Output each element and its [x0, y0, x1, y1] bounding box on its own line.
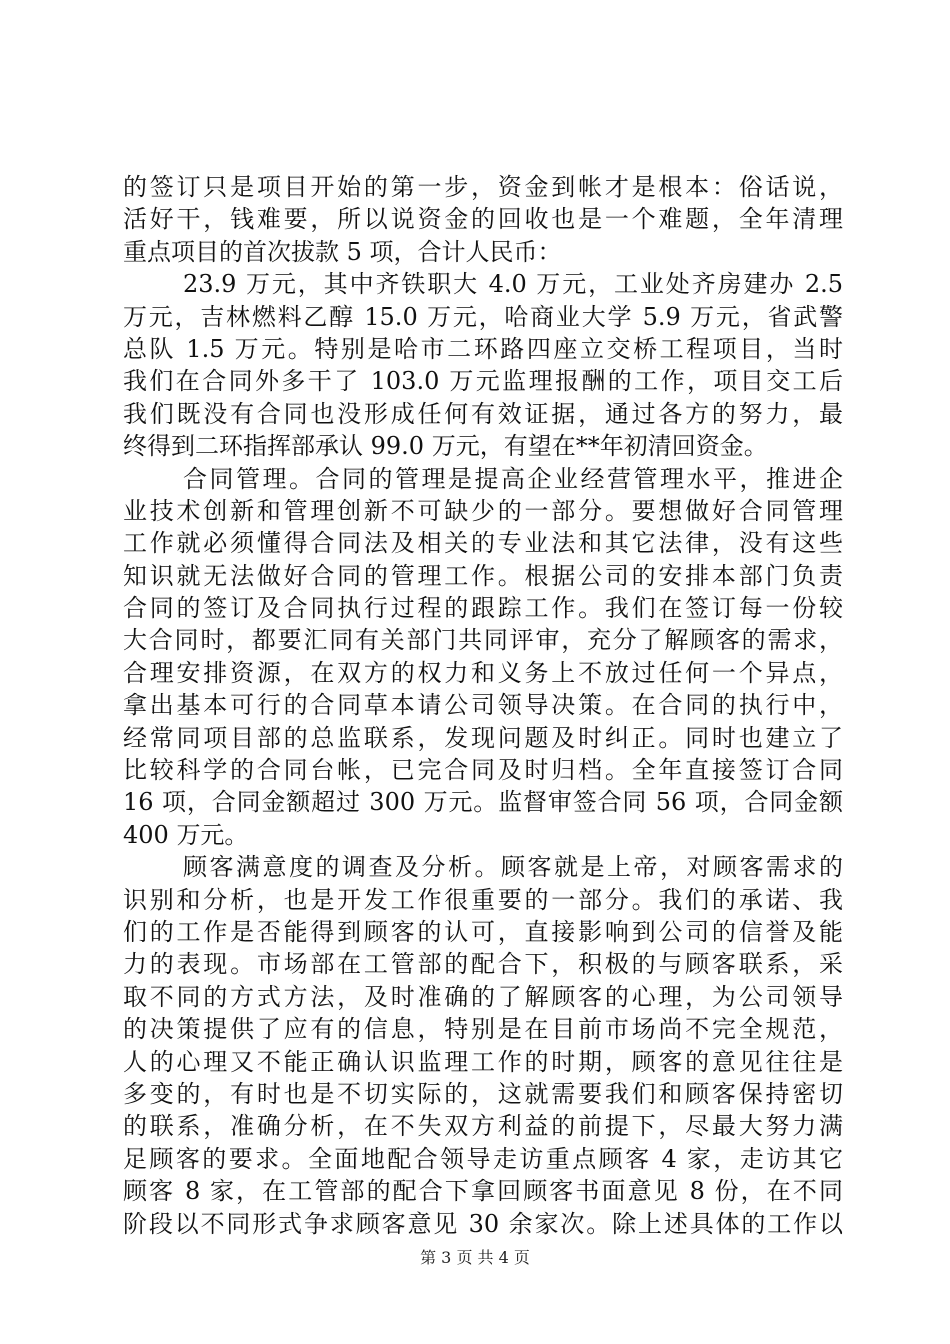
- text-line: 的决策提供了应有的信息，特别是在目前市场尚不完全规范，: [123, 1015, 843, 1044]
- text-line: 足顾客的要求。全面地配合领导走访重点顾客 4 家，走访其它: [123, 1144, 843, 1173]
- text-line: 万元，吉林燃料乙醇 15.0 万元，哈商业大学 5.9 万元，省武警: [123, 302, 843, 331]
- text-line: 多变的，有时也是不切实际的，这就需要我们和顾客保持密切: [123, 1079, 843, 1108]
- text-line: 我们既没有合同也没形成任何有效证据，通过各方的努力，最: [123, 399, 843, 428]
- page-footer: 第 3 页 共 4 页: [420, 1248, 530, 1267]
- document-body: [123, 171, 843, 1240]
- text-line: 我们在合同外多干了 103.0 万元监理报酬的工作，项目交工后: [123, 367, 843, 396]
- text-line: 400 万元。: [123, 820, 249, 849]
- text-line: 们的工作是否能得到顾客的认可，直接影响到公司的信誉及能: [123, 917, 843, 946]
- text-line: 取不同的方式方法，及时准确的了解顾客的心理，为公司领导: [123, 982, 843, 1011]
- text-line: 合同管理。合同的管理是提高企业经营管理水平，推进企: [183, 464, 843, 493]
- text-line: 大合同时，都要汇同有关部门共同评审，充分了解顾客的需求，: [123, 626, 843, 655]
- text-line: 顾客满意度的调查及分析。顾客就是上帝，对顾客需求的: [183, 853, 843, 882]
- text-line: 比较科学的合同台帐，已完合同及时归档。全年直接签订合同: [123, 756, 843, 785]
- text-line: 终得到二环指挥部承认 99.0 万元，有望在**年初清回资金。: [123, 432, 768, 461]
- text-line: 知识就无法做好合同的管理工作。根据公司的安排本部门负责: [123, 561, 843, 590]
- text-line: 总队 1.5 万元。特别是哈市二环路四座立交桥工程项目，当时: [123, 334, 843, 363]
- text-line: 16 项，合同金额超过 300 万元。监督审签合同 56 项，合同金额: [123, 788, 843, 817]
- text-line: 识别和分析，也是开发工作很重要的一部分。我们的承诺、我: [123, 885, 843, 914]
- text-line: 业技术创新和管理创新不可缺少的一部分。要想做好合同管理: [123, 496, 843, 525]
- text-line: 23.9 万元，其中齐铁职大 4.0 万元，工业处齐房建办 2.5: [183, 270, 843, 299]
- text-line: 拿出基本可行的合同草本请公司领导决策。在合同的执行中，: [123, 691, 843, 720]
- text-line: 顾客 8 家，在工管部的配合下拿回顾客书面意见 8 份，在不同: [123, 1177, 843, 1206]
- text-line: 工作就必须懂得合同法及相关的专业法和其它法律，没有这些: [123, 529, 843, 558]
- text-line: 阶段以不同形式争求顾客意见 30 余家次。除上述具体的工作以: [123, 1209, 843, 1238]
- text-line: 重点项目的首次拔款 5 项，合计人民币：: [123, 237, 562, 266]
- text-line: 人的心理又不能正确认识监理工作的时期，顾客的意见往往是: [123, 1047, 843, 1076]
- text-line: 合理安排资源，在双方的权力和义务上不放过任何一个异点，: [123, 658, 843, 687]
- text-line: 合同的签订及合同执行过程的跟踪工作。我们在签订每一份较: [123, 594, 843, 623]
- text-line: 的联系，准确分析，在不失双方利益的前提下，尽最大努力满: [123, 1112, 843, 1141]
- text-line: 活好干，钱难要，所以说资金的回收也是一个难题，全年清理: [123, 205, 843, 234]
- text-line: 力的表现。市场部在工管部的配合下，积极的与顾客联系，采: [123, 950, 843, 979]
- text-line: 的签订只是项目开始的第一步，资金到帐才是根本：俗话说，: [123, 173, 843, 201]
- text-line: 经常同项目部的总监联系，发现问题及时纠正。同时也建立了: [123, 723, 843, 752]
